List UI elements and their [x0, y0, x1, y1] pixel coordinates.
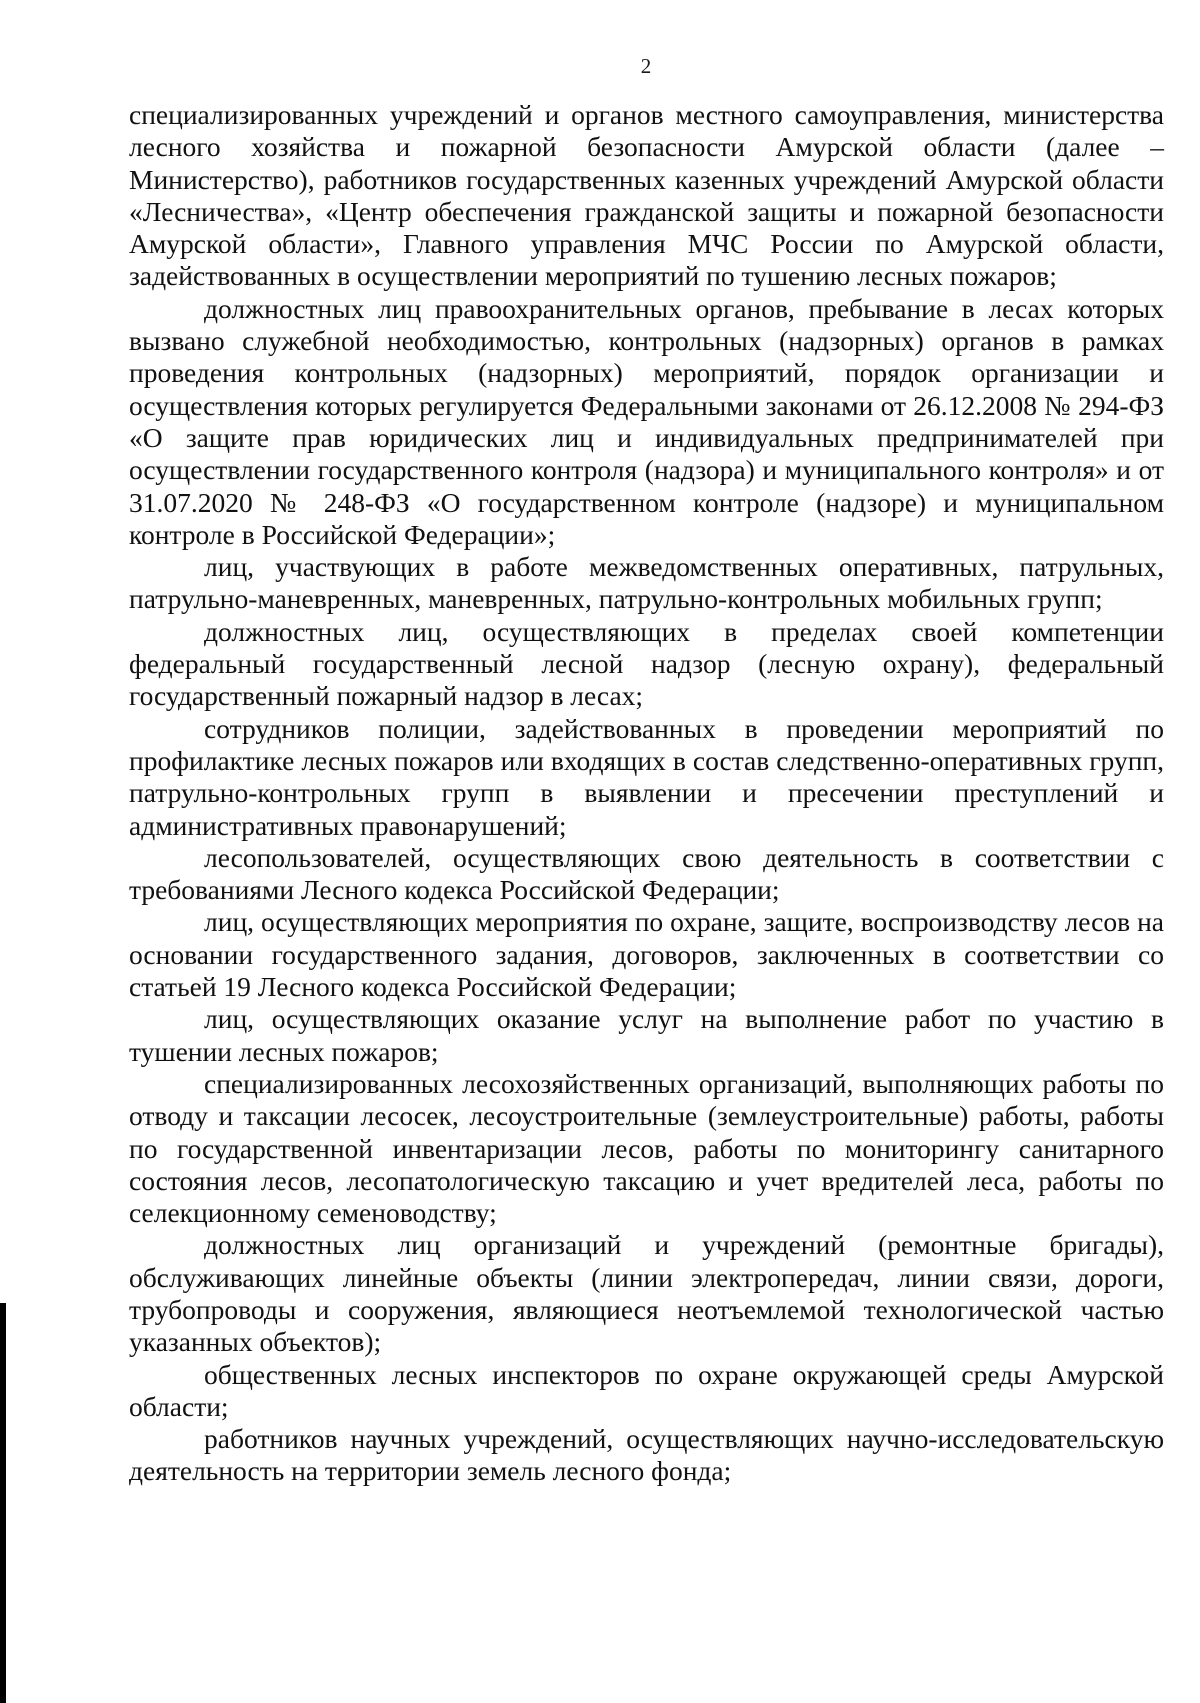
scan-edge-mark	[0, 1303, 6, 1703]
page-number: 2	[640, 54, 652, 78]
paragraph: должностных лиц организаций и учреждений (ремонтные бригады), обслуживающих линейные объекты (линии электропередач, линии связи, дороги, трубопроводы и сооружения, являющиеся неотъемлемой технологической частью указанных объектов);	[129, 1229, 1164, 1358]
document-body	[129, 99, 1164, 1488]
paragraph: лиц, осуществляющих оказание услуг на выполнение работ по участию в тушении лесных пожаров;	[129, 1003, 1164, 1067]
paragraph: специализированных лесохозяйственных организаций, выполняющих работы по отводу и таксации лесосек, лесоустроительные (землеустроительные) работы, работы по государственной инвентаризации лесов, работы по мониторингу санитарного состояния лесов, лесопатологическую таксацию и учет вредителей леса, работы по селекционному семеноводству;	[129, 1067, 1164, 1229]
paragraph: общественных лесных инспекторов по охране окружающей среды Амурской области;	[129, 1358, 1164, 1422]
paragraph: лиц, осуществляющих мероприятия по охране, защите, воспроизводству лесов на основании государственного задания, договоров, заключенных в соответствии со статьей 19 Лесного кодекса Российской Федерации;	[129, 906, 1164, 1003]
paragraph: должностных лиц, осуществляющих в пределах своей компетенции федеральный государственный лесной надзор (лесную охрану), федеральный государственный пожарный надзор в лесах;	[129, 615, 1164, 712]
paragraph: должностных лиц правоохранительных органов, пребывание в лесах которых вызвано служебной необходимостью, контрольных (надзорных) органов в рамках проведения контрольных (надзорных) мероприятий, порядок организации и осуществления которых регулируется Федеральными законами от 26.12.2008 № 294-ФЗ «О защите прав юридических лиц и индивидуальных предпринимателей при осуществлении государственного контроля (надзора) и муниципального контроля» и от 31.07.2020 № 248-ФЗ «О государственном контроле (надзоре) и муниципальном контроле в Российской Федерации»;	[129, 292, 1164, 550]
paragraph: сотрудников полиции, задействованных в проведении мероприятий по профилактике лесных пожаров или входящих в состав следственно-оперативных групп, патрульно-контрольных групп в выявлении и пресечении преступлений и административных правонарушений;	[129, 712, 1164, 841]
paragraph: лесопользователей, осуществляющих свою деятельность в соответствии с требованиями Лесного кодекса Российской Федерации;	[129, 841, 1164, 906]
paragraph: работников научных учреждений, осуществляющих научно-исследовательскую деятельность на территории земель лесного фонда;	[129, 1423, 1164, 1487]
paragraph: специализированных учреждений и органов местного самоуправления, министерства лесного хозяйства и пожарной безопасности Амурской области (далее – Министерство), работников государственных казенных учреждений Амурской области «Лесничества», «Центр обеспечения гражданской защиты и пожарной безопасности Амурской области», Главного управления МЧС России по Амурской области, задействованных в осуществлении мероприятий по тушению лесных пожаров;	[129, 99, 1164, 292]
paragraph: лиц, участвующих в работе межведомственных оперативных, патрульных, патрульно-маневренных, маневренных, патрульно-контрольных мобильных групп;	[129, 551, 1164, 615]
